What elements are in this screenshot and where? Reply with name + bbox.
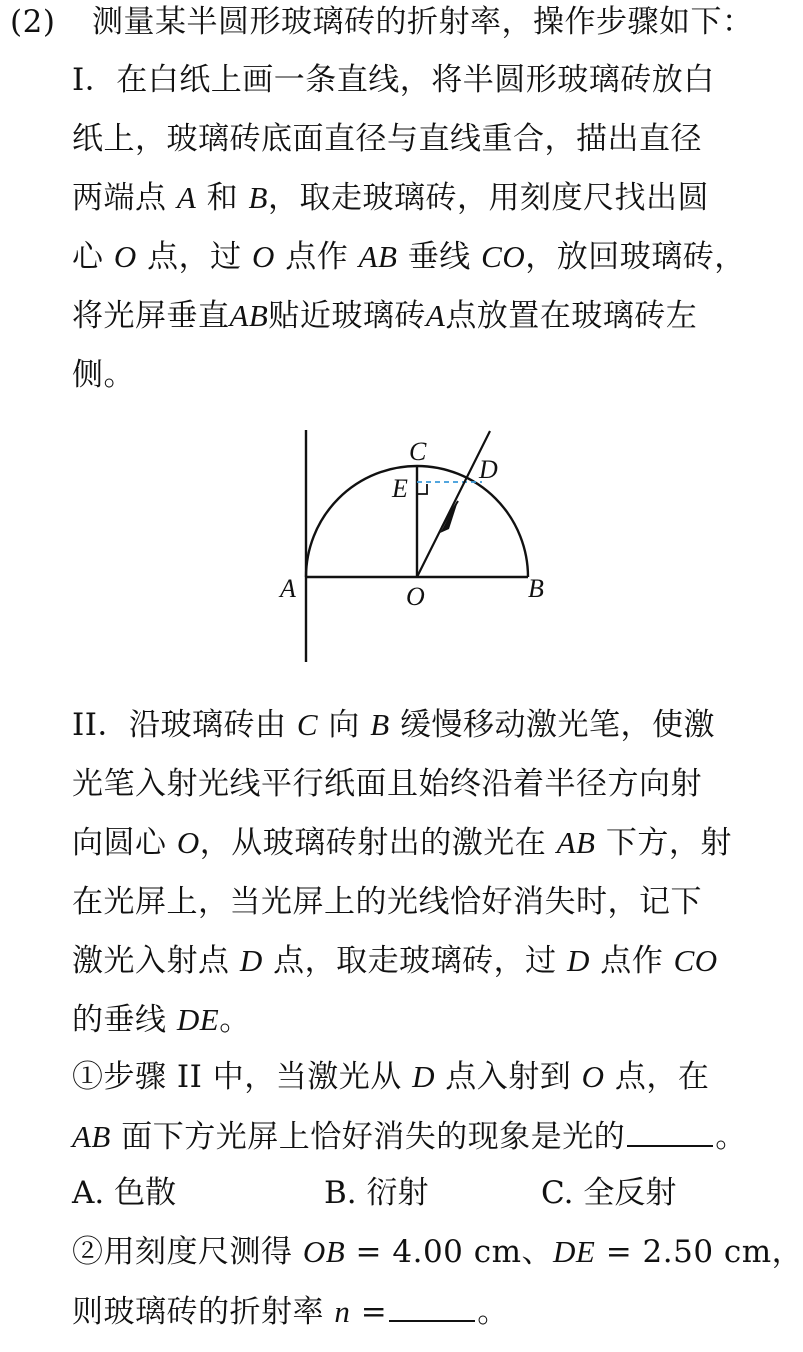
step1-line1: I．在白纸上画一条直线，将半圆形玻璃砖放白 [72, 62, 715, 98]
step2-line5 [72, 941, 718, 981]
point-o: O [113, 239, 137, 274]
text: 两端点 [72, 180, 177, 216]
point-d: D [412, 1059, 435, 1094]
text: 的垂线 [72, 1002, 177, 1038]
segment-ab: AB [556, 825, 596, 860]
step1-line4 [72, 237, 746, 277]
label-d: D [479, 455, 498, 484]
sub1-line1 [72, 1057, 709, 1097]
text: 向 [318, 707, 371, 743]
segment-co: CO [673, 943, 718, 978]
text: ，取走玻璃砖，用刻度尺找出圆 [267, 180, 709, 216]
step2-line3 [72, 823, 732, 863]
text: 点作 [274, 239, 359, 275]
option-a[interactable]: A. 色散 [72, 1175, 177, 1211]
text: 点，过 [136, 239, 252, 275]
sub2-line1 [72, 1232, 803, 1272]
segment-ob: OB [302, 1234, 346, 1269]
text: = 4.00 cm、 [345, 1234, 554, 1270]
text: 。 [715, 1119, 747, 1155]
text: II．沿玻璃砖由 [72, 707, 297, 743]
step2-line2: 光笔入射光线平行纸面且始终沿着半径方向射 [72, 766, 702, 802]
point-d: D [566, 943, 590, 978]
step2-line4: 在光屏上，当光屏上的光线恰好消失时，记下 [72, 884, 702, 920]
option-b[interactable]: B. 衍射 [324, 1175, 429, 1211]
text: 心 [72, 239, 114, 275]
step1-line6: 侧。 [72, 357, 135, 393]
text: 激光入射点 [72, 943, 240, 979]
option-c[interactable]: C. 全反射 [541, 1175, 677, 1211]
point-o: O [581, 1059, 605, 1094]
segment-ab: AB [358, 239, 398, 274]
text: ，放回玻璃砖， [525, 239, 746, 275]
refractive-index-symbol: n [334, 1294, 351, 1329]
text: ，从玻璃砖射出的激光在 [199, 825, 557, 861]
segment-co: CO [481, 239, 526, 274]
text: 点作 [589, 943, 674, 979]
text: 下方，射 [595, 825, 732, 861]
point-a: A [425, 298, 446, 333]
label-c: C [409, 437, 427, 466]
text: 点放置在玻璃砖左 [445, 298, 698, 334]
text: ①步骤 II 中，当激光从 [72, 1059, 413, 1095]
segment-de: DE [176, 1002, 220, 1037]
point-b: B [248, 180, 268, 215]
point-c: C [296, 707, 319, 742]
step2-line6 [72, 1000, 251, 1040]
label-b: B [528, 574, 544, 603]
text: 。 [477, 1294, 509, 1330]
step1-line2: 纸上，玻璃砖底面直径与直线重合，描出直径 [72, 121, 702, 157]
label-a: A [280, 574, 296, 603]
text: 将光屏垂直 [72, 298, 230, 334]
segment-ab: AB [229, 298, 269, 333]
text: 和 [196, 180, 249, 216]
text: 垂线 [397, 239, 482, 275]
text: 则玻璃砖的折射率 [72, 1294, 335, 1330]
text: ②用刻度尺测得 [72, 1234, 303, 1270]
step2-line1 [72, 705, 715, 745]
text: = 2.50 cm， [595, 1234, 803, 1270]
label-o: O [406, 582, 425, 611]
laser-ray [417, 431, 490, 577]
label-e: E [392, 474, 408, 503]
sub1-line2 [72, 1115, 747, 1157]
point-o: O [176, 825, 200, 860]
question-intro: 测量某半圆形玻璃砖的折射率，操作步骤如下： [92, 4, 754, 40]
text: 贴近玻璃砖 [268, 298, 426, 334]
answer-blank-1[interactable] [627, 1115, 713, 1147]
semicircle-figure [270, 425, 560, 665]
right-angle-mark [417, 484, 427, 494]
segment-de: DE [553, 1234, 596, 1269]
text: 。 [219, 1002, 251, 1038]
answer-blank-2[interactable] [389, 1290, 475, 1322]
point-d: D [239, 943, 263, 978]
point-a: A [176, 180, 197, 215]
text: 点，取走玻璃砖，过 [262, 943, 567, 979]
text: 点入射到 [434, 1059, 582, 1095]
text: 向圆心 [72, 825, 177, 861]
text: 面下方光屏上恰好消失的现象是光的 [110, 1119, 626, 1155]
point-b: B [370, 707, 390, 742]
point-o: O [251, 239, 275, 274]
segment-ab: AB [72, 1119, 111, 1154]
text: 点，在 [604, 1059, 710, 1095]
question-number: (2) [10, 4, 56, 40]
text: = [350, 1294, 388, 1330]
sub2-line2 [72, 1290, 509, 1332]
text: 缓慢移动激光笔，使激 [389, 707, 716, 743]
step1-line3 [72, 178, 709, 218]
step1-line5 [72, 296, 697, 336]
